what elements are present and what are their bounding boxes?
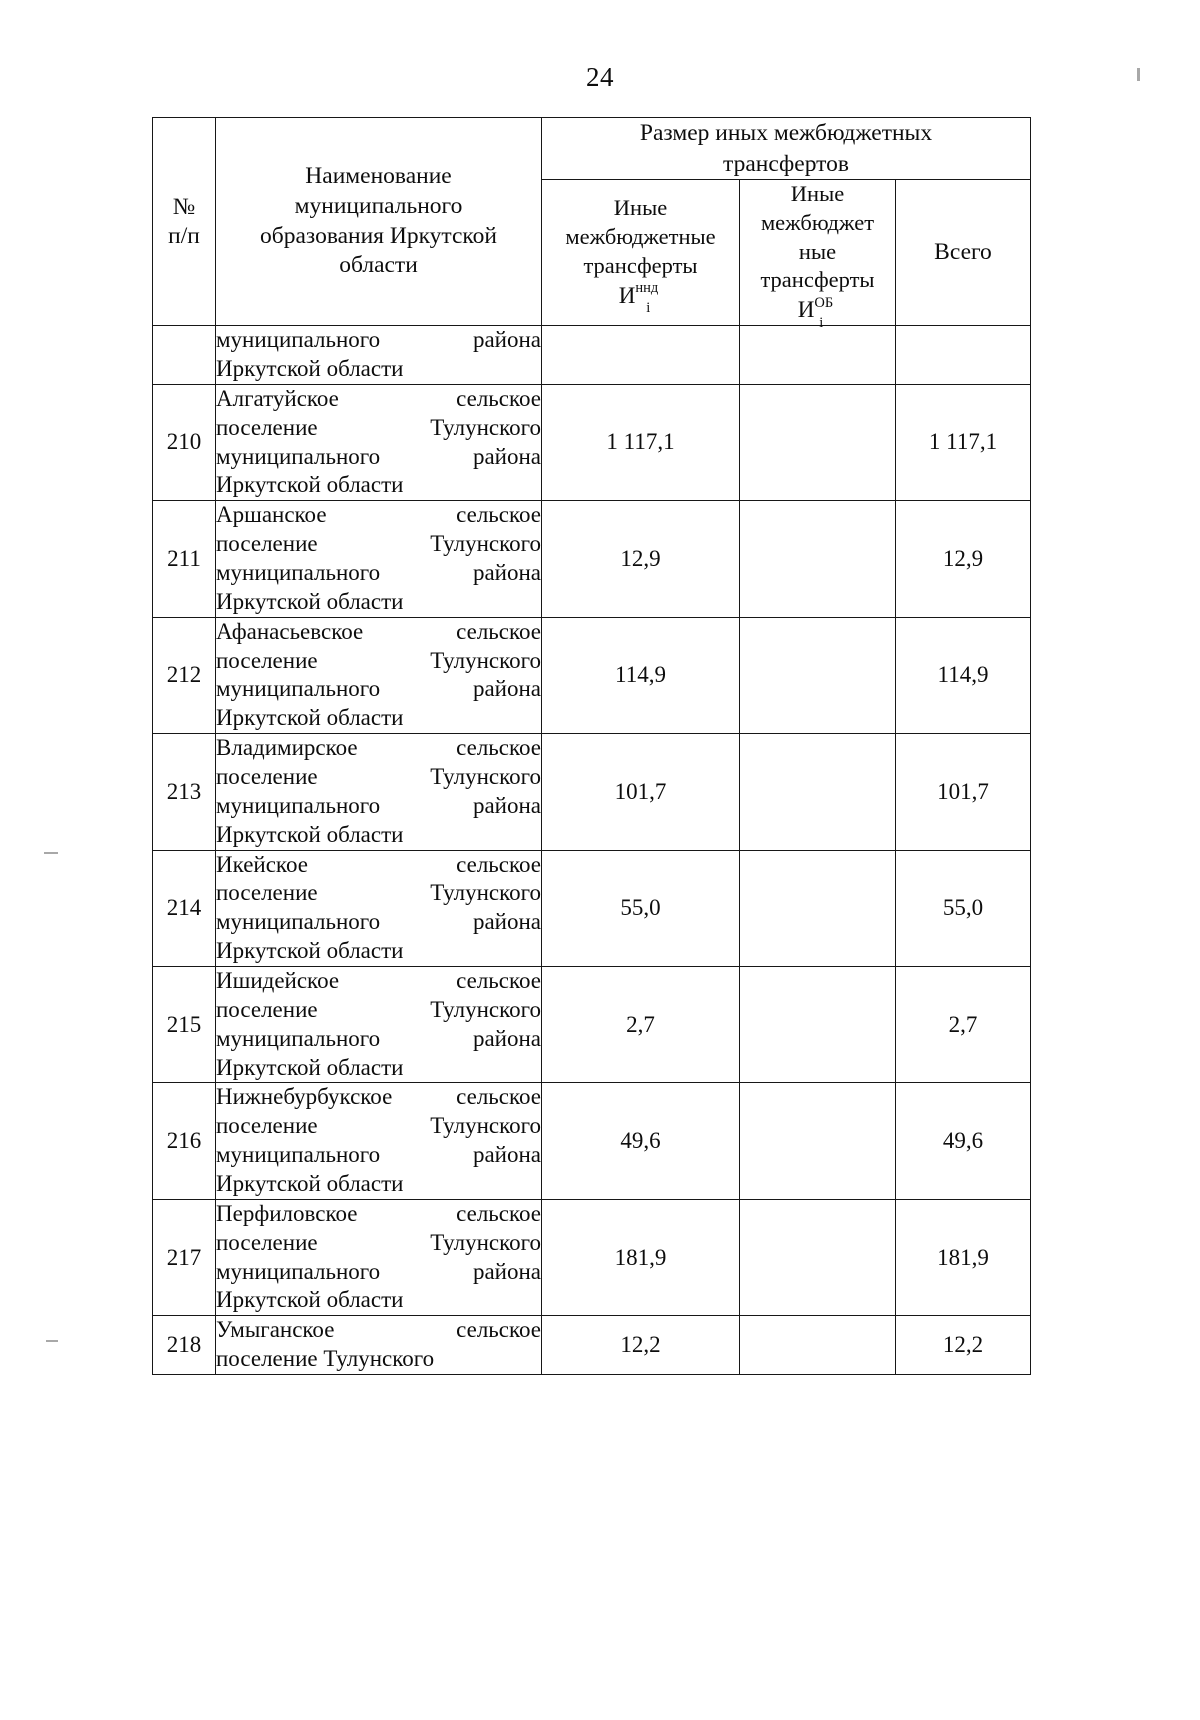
header-ob-line2: межбюджет [760, 209, 875, 235]
municipality-name-cell [216, 326, 542, 385]
municipality-name-line: Ишидейское сельское [216, 967, 541, 993]
table-row [153, 850, 1031, 966]
municipality-name-line: Иркутской области [216, 355, 404, 381]
municipality-name-line: Иркутской области [216, 588, 404, 614]
municipality-name-line: Иркутской области [216, 1171, 404, 1196]
municipality-name-cell [216, 1083, 542, 1199]
total-value-cell: 49,6 [896, 1083, 1031, 1199]
municipality-name-cell [216, 966, 542, 1082]
table-row [153, 734, 1031, 850]
header-group-title-line2: трансфертов [723, 150, 849, 177]
header-name-column [216, 118, 542, 326]
header-nnd-formula [618, 280, 663, 317]
row-number-cell: 211 [153, 501, 216, 617]
table-row [153, 384, 1031, 500]
municipality-name-line: муниципального района [216, 1258, 541, 1284]
total-value-cell: 1 117,1 [896, 384, 1031, 500]
header-number-line1: № [172, 194, 196, 221]
transfers-nnd-value-cell: 114,9 [542, 617, 740, 733]
header-transfers-ob [740, 180, 896, 331]
municipality-name-line: Иркутской области [216, 938, 404, 964]
transfers-ob-value-cell [740, 384, 896, 500]
table-row [153, 1083, 1031, 1199]
header-total-column: Всего [896, 180, 1031, 326]
row-number-cell: 218 [153, 1316, 216, 1375]
scan-artifact [46, 1340, 58, 1342]
municipality-name-line: Афанасьевское сельское [216, 618, 541, 644]
municipality-name-line: муниципального района [216, 559, 541, 585]
total-value-cell: 181,9 [896, 1199, 1031, 1315]
header-ob-line1: Иные [790, 181, 845, 207]
transfers-nnd-value-cell: 12,9 [542, 501, 740, 617]
municipality-name-line: поселение Тулунского [216, 1346, 435, 1372]
header-nnd-line1: Иные [613, 195, 668, 221]
municipality-name-line: поселение Тулунского [216, 531, 541, 557]
formula-subscript-ob: i [819, 314, 824, 331]
municipality-name-cell [216, 1316, 542, 1375]
municipality-name-line: муниципального района [216, 443, 541, 469]
transfers-nnd-value-cell: 49,6 [542, 1083, 740, 1199]
municipality-name-line: Владимирское сельское [216, 735, 541, 761]
transfers-ob-value-cell [740, 734, 896, 850]
table-row [153, 1199, 1031, 1315]
header-ob-line4: трансферты [760, 267, 875, 293]
municipality-name-line: муниципального района [216, 676, 541, 702]
transfers-nnd-value-cell: 181,9 [542, 1199, 740, 1315]
municipality-name-line: Нижнебурбукское сельское [216, 1084, 541, 1110]
municipality-name-line: Иркутской области [216, 1287, 404, 1313]
total-value-cell: 12,2 [896, 1316, 1031, 1375]
municipality-name-cell [216, 850, 542, 966]
transfers-nnd-value-cell [542, 326, 740, 385]
transfers-ob-value-cell [740, 850, 896, 966]
header-nnd-line2: межбюджетные [565, 224, 716, 250]
formula-subscript-nnd: i [646, 300, 651, 317]
municipality-name-line: поселение Тулунского [216, 996, 541, 1022]
header-name-line1: Наименование [305, 162, 452, 189]
transfers-ob-value-cell [740, 1316, 896, 1375]
transfers-ob-value-cell [740, 1199, 896, 1315]
transfers-ob-value-cell [740, 617, 896, 733]
transfers-table-wrapper [152, 117, 1030, 1375]
header-group-title-line1: Размер иных межбюджетных [639, 120, 933, 146]
row-number-cell: 216 [153, 1083, 216, 1199]
total-value-cell: 101,7 [896, 734, 1031, 850]
table-row [153, 326, 1031, 385]
municipality-name-line: Иркутской области [216, 705, 404, 731]
scan-artifact [1137, 68, 1140, 81]
total-value-cell: 55,0 [896, 850, 1031, 966]
transfers-ob-value-cell [740, 966, 896, 1082]
header-name-line2: муниципального [294, 192, 463, 219]
row-number-cell: 213 [153, 734, 216, 850]
transfers-nnd-value-cell: 55,0 [542, 850, 740, 966]
municipality-name-cell [216, 1199, 542, 1315]
header-name-line4: области [339, 252, 418, 279]
municipality-name-line: поселение Тулунского [216, 1229, 541, 1255]
transfers-nnd-value-cell: 1 117,1 [542, 384, 740, 500]
municipality-name-line: муниципального района [216, 327, 541, 353]
municipality-name-line: поселение Тулунского [216, 647, 541, 673]
municipality-name-line: муниципального района [216, 792, 541, 818]
formula-base-nnd: И [618, 282, 636, 308]
total-value-cell: 2,7 [896, 966, 1031, 1082]
transfers-table [152, 117, 1031, 1375]
formula-base-ob: И [797, 297, 815, 323]
row-number-cell: 215 [153, 966, 216, 1082]
transfers-nnd-value-cell: 101,7 [542, 734, 740, 850]
municipality-name-line: Иркутской области [216, 472, 404, 498]
header-number-column [153, 118, 216, 326]
municipality-name-cell [216, 617, 542, 733]
municipality-name-cell [216, 734, 542, 850]
municipality-name-line: поселение Тулунского [216, 763, 541, 789]
municipality-name-line: Иркутской области [216, 1054, 404, 1080]
table-row [153, 501, 1031, 617]
table-row [153, 617, 1031, 733]
header-name-line3: образования Иркутской [260, 222, 497, 249]
municipality-name-line: Перфиловское сельское [216, 1200, 541, 1226]
row-number-cell: 212 [153, 617, 216, 733]
transfers-ob-value-cell [740, 501, 896, 617]
municipality-name-cell [216, 384, 542, 500]
total-value-cell: 114,9 [896, 617, 1031, 733]
municipality-name-line: поселение Тулунского [216, 1113, 541, 1139]
row-number-cell [153, 326, 216, 385]
formula-superscript-ob: ОБ [814, 294, 834, 311]
formula-superscript-nnd: ннд [635, 280, 659, 297]
table-row [153, 1316, 1031, 1375]
municipality-name-cell [216, 501, 542, 617]
municipality-name-line: поселение Тулунского [216, 414, 541, 440]
page-number: 24 [586, 62, 614, 92]
header-group-title [542, 118, 1031, 180]
total-value-cell: 12,9 [896, 501, 1031, 617]
municipality-name-line: поселение Тулунского [216, 880, 541, 906]
header-transfers-nnd [542, 180, 740, 326]
table-header [153, 118, 1031, 331]
municipality-name-line: муниципального района [216, 1025, 541, 1051]
table-row [153, 966, 1031, 1082]
row-number-cell: 214 [153, 850, 216, 966]
transfers-ob-value-cell [740, 1083, 896, 1199]
scan-artifact [44, 852, 58, 854]
municipality-name-line: Икейское сельское [216, 851, 541, 877]
header-nnd-line3: трансферты [583, 253, 698, 279]
municipality-name-line: Иркутской области [216, 821, 404, 847]
row-number-cell: 210 [153, 384, 216, 500]
header-row-top [153, 118, 1031, 180]
transfers-ob-value-cell [740, 326, 896, 385]
transfers-nnd-value-cell: 12,2 [542, 1316, 740, 1375]
header-number-line2: п/п [168, 222, 200, 249]
municipality-name-line: муниципального района [216, 909, 541, 935]
header-ob-line3: ные [798, 238, 837, 264]
total-value-cell [896, 326, 1031, 385]
table-body [153, 326, 1031, 1375]
header-ob-formula [797, 294, 837, 331]
transfers-nnd-value-cell: 2,7 [542, 966, 740, 1082]
municipality-name-line: Аршанское сельское [216, 502, 541, 528]
municipality-name-line: муниципального района [216, 1142, 541, 1168]
row-number-cell: 217 [153, 1199, 216, 1315]
municipality-name-line: Умыганское сельское [216, 1317, 541, 1343]
municipality-name-line: Алгатуйское сельское [216, 385, 541, 411]
